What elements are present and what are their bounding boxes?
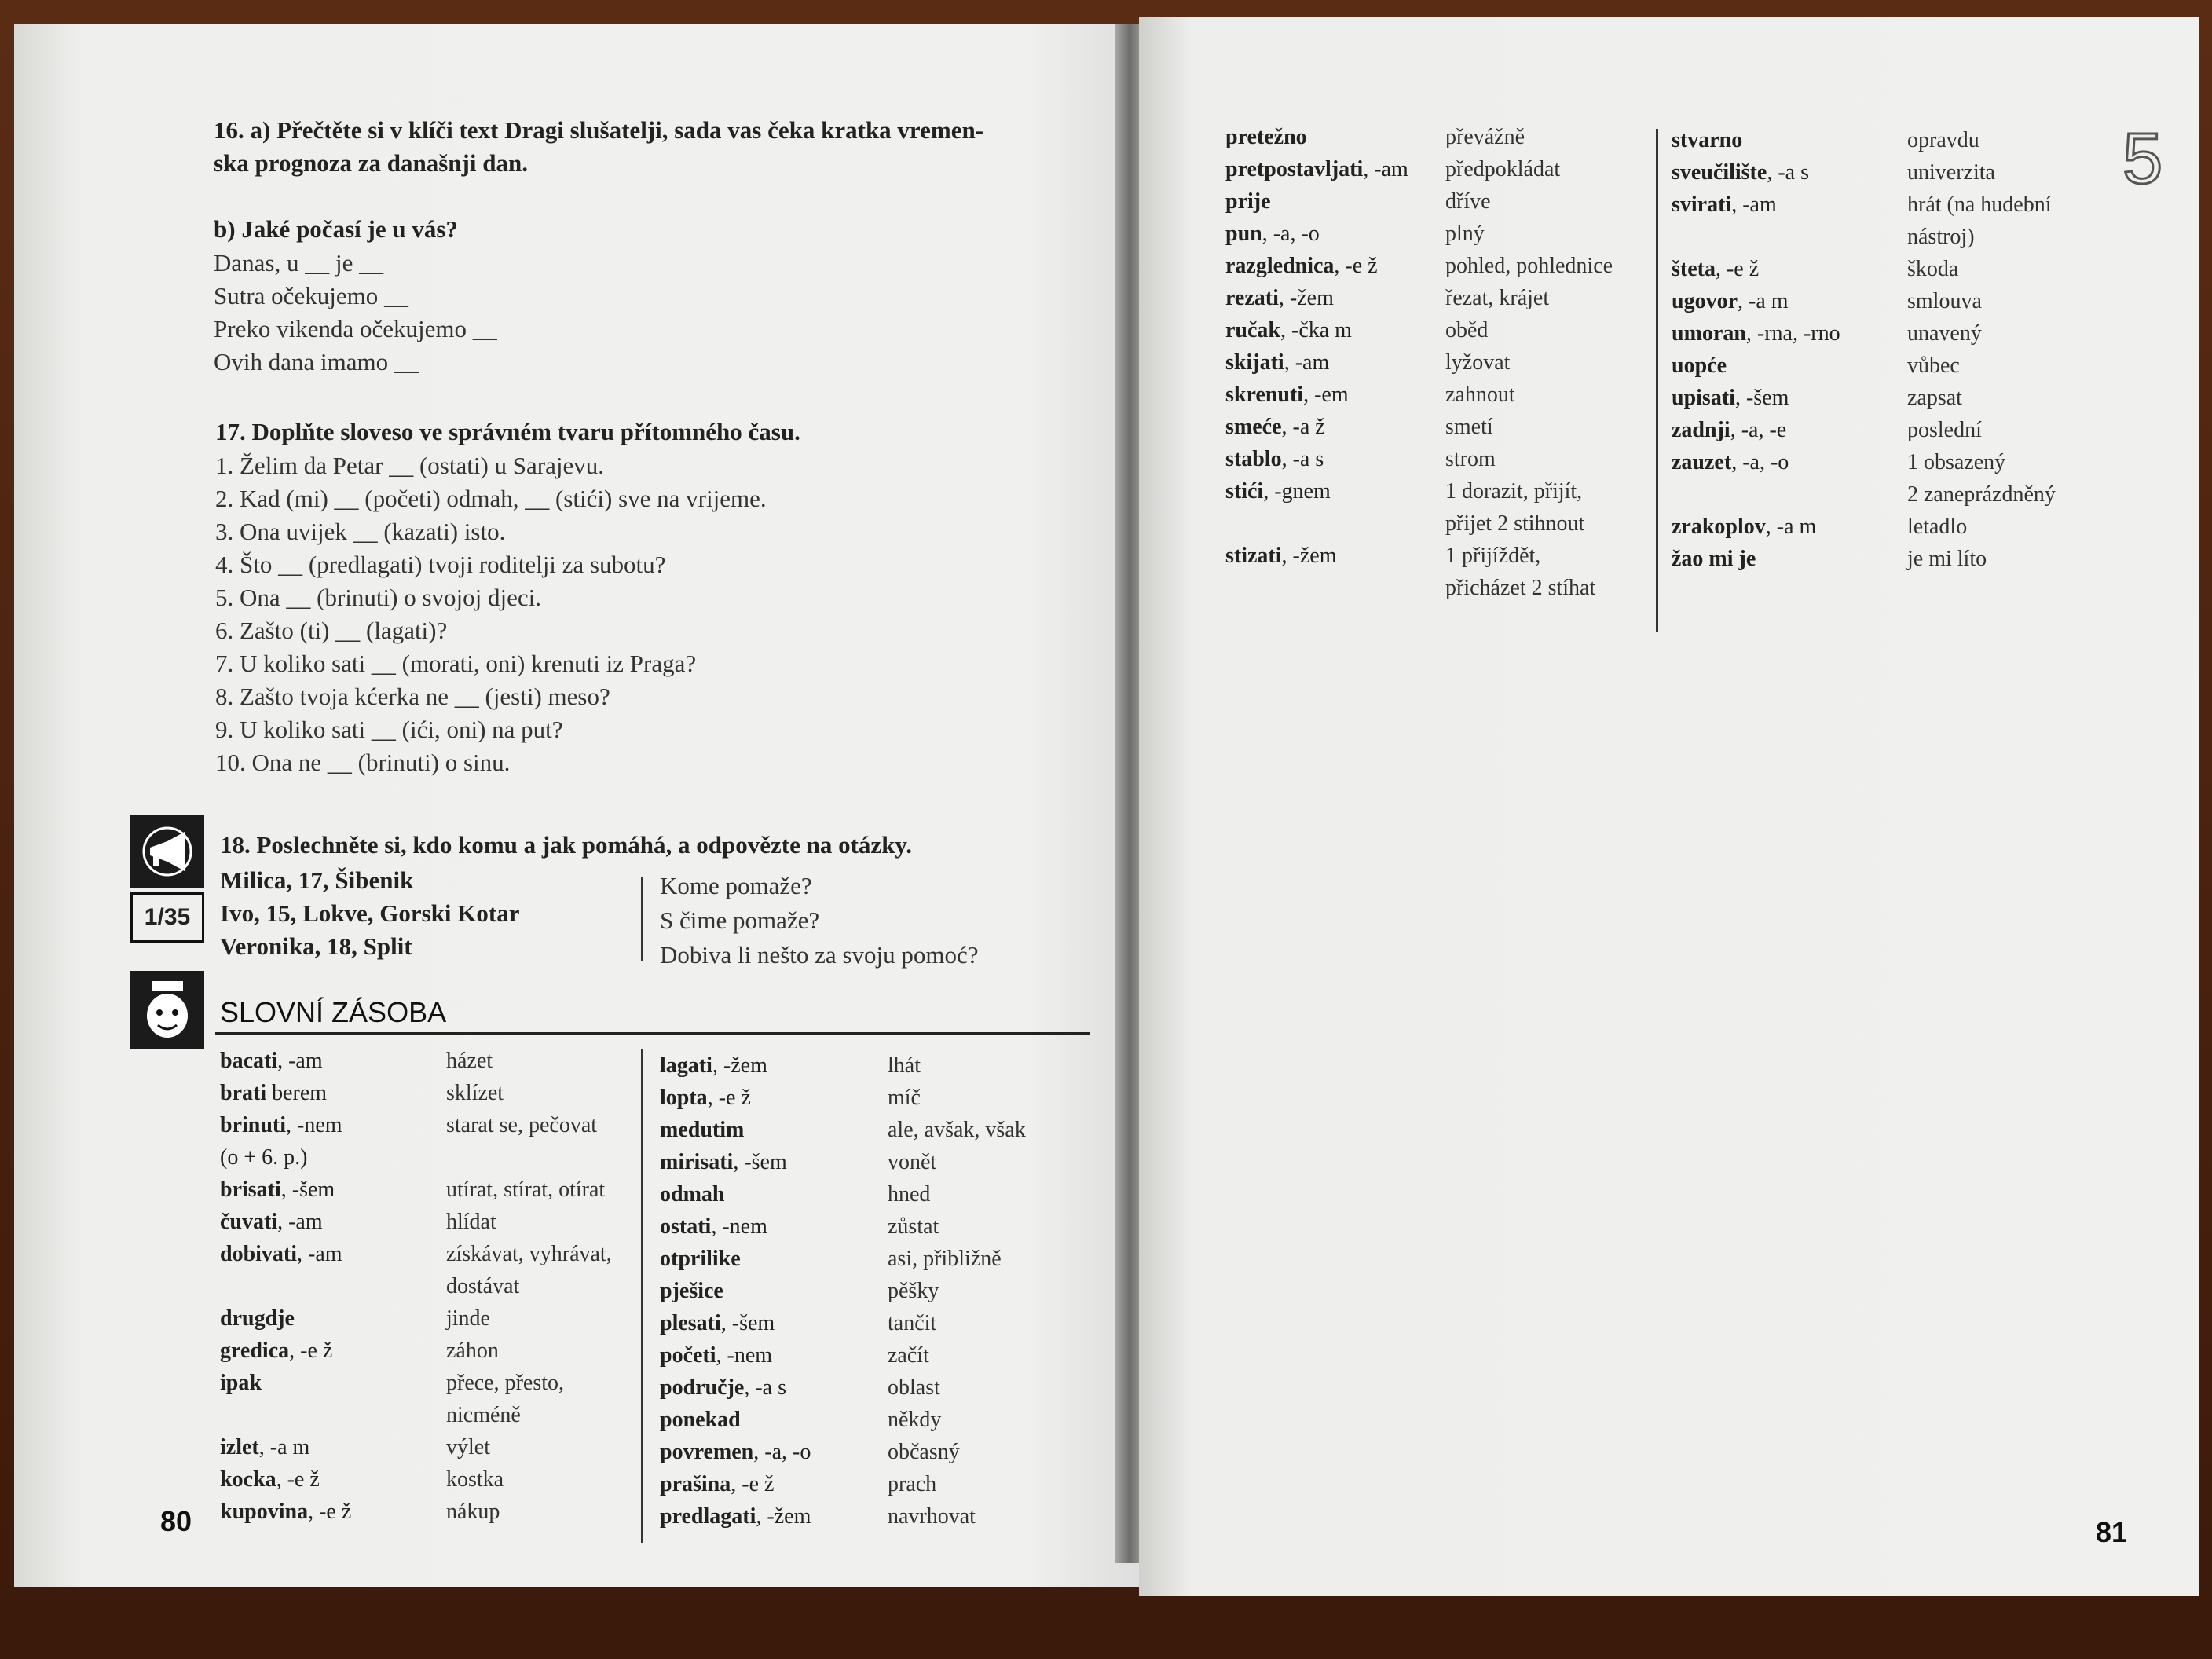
vocab-translation: přece, přesto, xyxy=(446,1371,565,1395)
ex18-person: Veronika, 18, Split xyxy=(220,932,412,960)
vocab-word xyxy=(660,1372,786,1404)
vocab-headword: mirisati xyxy=(660,1150,734,1174)
ex17-line: 7. U koliko sati __ (morati, oni) krenuti iz Praga? xyxy=(215,650,697,677)
ex17-line: 8. Zašto tvoja kćerka ne __ (jesti) meso? xyxy=(215,683,610,710)
vocab-translation: univerzita xyxy=(1907,160,1995,185)
vocab-headword: pješice xyxy=(660,1279,723,1303)
page-number-left: 80 xyxy=(160,1505,192,1537)
vocab-translation: hned xyxy=(888,1182,931,1207)
vocab-grammar: , -šem xyxy=(280,1177,335,1202)
vocab-translation: 1 obsazený xyxy=(1907,450,2006,474)
vocab-headword: stvarno xyxy=(1672,128,1743,152)
ex16-line: Danas, u __ je __ xyxy=(214,249,384,276)
vocab-grammar: , -am xyxy=(277,1049,323,1073)
vocab-translation: začít xyxy=(888,1343,929,1368)
vocab-word xyxy=(660,1082,751,1114)
vocab-translation: výlet xyxy=(446,1435,490,1459)
vocab-grammar: , -e ž xyxy=(276,1467,320,1492)
ex17-lines xyxy=(215,449,767,779)
chapter-number: 5 xyxy=(2122,119,2163,199)
vocab-grammar: , -žem xyxy=(1281,544,1337,568)
ex17-line: 5. Ona __ (brinuti) o svojoj djeci. xyxy=(215,584,541,611)
ex17-line: 4. Što __ (predlagati) tvoji roditelji za subotu? xyxy=(215,551,666,578)
vocab-word xyxy=(1225,185,1271,218)
vocab-grammar: , -a, -o xyxy=(1731,450,1789,474)
vocab-translation: oblast xyxy=(888,1375,940,1400)
vocab-grammar: , -e ž xyxy=(731,1472,775,1496)
ex16-title-a: 16. a) Přečtěte si v klíči text Dragi slušatelji, sada vas čeka kratka vremen- xyxy=(214,116,984,144)
vocab-word xyxy=(220,1367,262,1399)
page-number-right: 81 xyxy=(2096,1516,2128,1548)
ex16-line: Sutra očekujemo __ xyxy=(214,282,408,309)
vocab-headword: pretpostavljati xyxy=(1225,157,1364,181)
face-icon xyxy=(136,976,199,1044)
vocab-translation: asi, přibližně xyxy=(888,1247,1002,1271)
vocab-grammar: (o + 6. p.) xyxy=(220,1145,308,1170)
vocab-translation: pěšky xyxy=(888,1279,939,1303)
vocab-translation: řezat, krájet xyxy=(1445,286,1550,310)
vocab-word xyxy=(1672,446,1789,478)
ex17-line: 2. Kad (mi) __ (početi) odmah, __ (stići) sve na vrijeme. xyxy=(215,485,767,512)
vocab-headword: odmah xyxy=(660,1182,725,1207)
ex17-title: 17. Doplňte sloveso ve správném tvaru přítomného času. xyxy=(215,418,800,445)
vocab-headword: rezati xyxy=(1225,286,1279,310)
vocab-translation: nicméně xyxy=(446,1403,521,1427)
vocab-translation: škoda xyxy=(1907,257,1959,281)
ex18-person: Milica, 17, Šibenik xyxy=(220,866,414,894)
vocab-translation: občasný xyxy=(888,1440,960,1464)
vocab-translation: dostávat xyxy=(446,1274,520,1298)
vocab-translation: smlouva xyxy=(1907,289,1982,313)
ex17-line: 3. Ona uvijek __ (kazati) isto. xyxy=(215,518,506,545)
vocab-headword: uopće xyxy=(1672,353,1727,378)
vocab-headword: ugovor xyxy=(1672,289,1738,313)
vocab-headword: sveučilište xyxy=(1672,160,1767,185)
vocab-translation: 1 přijíždět, xyxy=(1445,544,1541,568)
vocab-translation: záhon xyxy=(446,1339,499,1363)
vocab-word xyxy=(1225,540,1337,572)
vocab-grammar: , -rna, -rno xyxy=(1745,321,1840,346)
vocab-grammar: , -am xyxy=(1731,192,1777,217)
vocab-word xyxy=(220,1077,327,1109)
megaphone-icon xyxy=(136,824,199,879)
vocab-headword: smeće xyxy=(1225,415,1282,439)
vocab-translation: nákup xyxy=(446,1500,500,1524)
vocab-word xyxy=(1672,511,1816,543)
vocab-translation: plný xyxy=(1445,222,1485,246)
vocab-word xyxy=(220,1141,307,1174)
vocab-grammar: , -e ž xyxy=(707,1086,751,1110)
vocab-word xyxy=(1672,350,1727,382)
vocab-headword: povremen xyxy=(660,1440,754,1464)
vocab-word xyxy=(220,1238,342,1270)
vocab-word xyxy=(1225,314,1352,346)
vocab-grammar: , -am xyxy=(1363,157,1408,181)
vocab-headword: šteta xyxy=(1672,257,1716,281)
vocab-word xyxy=(220,1463,320,1496)
vocab-word xyxy=(1225,475,1331,507)
vocab-grammar: , -gnem xyxy=(1263,479,1331,504)
vocabulary-rule xyxy=(215,1032,1090,1035)
vocab-headword: upisati xyxy=(1672,386,1735,410)
vocab-grammar: , -a s xyxy=(1767,160,1809,185)
vocab-grammar: , -šem xyxy=(720,1311,775,1335)
vocab-grammar: , -šem xyxy=(733,1150,787,1174)
vocab-grammar: , -a s xyxy=(1281,447,1324,471)
vocab-word xyxy=(660,1178,724,1210)
vocab-headword: bacati xyxy=(220,1049,278,1073)
vocab-word xyxy=(1225,153,1408,185)
vocab-headword: ipak xyxy=(220,1371,262,1395)
vocab-headword: zrakoplov xyxy=(1672,515,1766,539)
vocab-grammar: , -nem xyxy=(711,1214,767,1239)
vocab-translation: lyžovat xyxy=(1445,350,1511,375)
vocab-grammar: , -šem xyxy=(1734,386,1789,410)
vocab-headword: plesati xyxy=(660,1311,721,1335)
vocab-translation: převážně xyxy=(1445,125,1525,149)
vocab-translation: zůstat xyxy=(888,1214,939,1239)
vocab-grammar: , -e ž xyxy=(1715,257,1760,281)
vocab-grammar: , -žem xyxy=(712,1053,767,1078)
vocab-headword: svirati xyxy=(1672,192,1732,217)
vocab-divider xyxy=(641,1049,643,1543)
ex18-person: Ivo, 15, Lokve, Gorski Kotar xyxy=(220,899,520,927)
vocab-grammar: , -a m xyxy=(1765,515,1817,539)
vocab-headword: ostati xyxy=(660,1214,712,1239)
vocab-headword: kupovina xyxy=(220,1500,309,1524)
vocab-word xyxy=(660,1049,767,1082)
vocab-word xyxy=(220,1335,332,1367)
vocab-translation: přicházet 2 stíhat xyxy=(1445,576,1596,600)
vocab-word xyxy=(660,1146,787,1178)
vocab-headword: lagati xyxy=(660,1053,712,1078)
vocab-translation: jinde xyxy=(446,1306,490,1331)
vocab-headword: pun xyxy=(1225,222,1262,246)
vocab-translation: předpokládat xyxy=(1445,157,1561,181)
track-number: 1/35 xyxy=(130,892,204,943)
vocab-word xyxy=(660,1210,767,1243)
vocab-word xyxy=(1672,285,1789,317)
vocab-translation: hrát (na hudební xyxy=(1907,192,2052,217)
vocab-translation: 2 zaneprázdněný xyxy=(1907,482,2056,507)
vocab-word xyxy=(660,1468,774,1500)
vocab-translation: navrhovat xyxy=(888,1504,976,1529)
vocab-translation: lhát xyxy=(888,1053,921,1078)
vocab-headword: umoran xyxy=(1672,321,1746,346)
ex17-line: 1. Želim da Petar __ (ostati) u Sarajevu. xyxy=(215,452,605,479)
vocab-grammar: , -nem xyxy=(716,1343,773,1368)
vocab-translation: vonět xyxy=(888,1150,937,1174)
listening-badge xyxy=(130,815,204,888)
vocab-headword: ručak xyxy=(1225,318,1280,342)
vocab-translation: letadlo xyxy=(1907,515,1968,539)
vocab-headword: žao mi je xyxy=(1672,547,1756,571)
vocab-headword: čuvati xyxy=(220,1210,278,1234)
ex17-line: 6. Zašto (ti) __ (lagati)? xyxy=(215,617,448,644)
vocab-grammar: , -žem xyxy=(1278,286,1334,310)
right-page xyxy=(1139,17,2199,1596)
vocab-headword: skrenuti xyxy=(1225,383,1304,407)
vocab-headword: stići xyxy=(1225,479,1264,504)
vocab-grammar: , -a, -e xyxy=(1730,418,1787,442)
ex18-title: 18. Poslechněte si, kdo komu a jak pomáhá, a odpovězte na otázky. xyxy=(220,831,912,859)
vocab-word xyxy=(1225,346,1329,379)
ex16-title-a2: ska prognoza za današnji dan. xyxy=(214,149,528,177)
vocab-headword: dobivati xyxy=(220,1242,298,1266)
vocab-grammar: , -am xyxy=(1284,350,1330,375)
vocab-headword: brinuti xyxy=(220,1113,287,1137)
vocab-grammar: , -a m xyxy=(1738,289,1789,313)
vocab-translation: kostka xyxy=(446,1467,504,1492)
ex16-line: Preko vikenda očekujemo __ xyxy=(214,315,497,342)
vocab-grammar: , -a s xyxy=(744,1375,786,1400)
vocab-word xyxy=(220,1302,295,1335)
vocab-translation: oběd xyxy=(1445,318,1489,342)
vocab-translation: sklízet xyxy=(446,1081,504,1105)
vocab-word xyxy=(1225,282,1334,314)
ex16-title-b: b) Jaké počasí je u vás? xyxy=(214,215,458,243)
vocab-translation: poslední xyxy=(1907,418,1982,442)
vocab-word xyxy=(220,1431,309,1463)
vocab-headword: prije xyxy=(1225,189,1271,214)
vocab-grammar: , -e ž xyxy=(1334,254,1378,278)
vocab-grammar: , -a, -o xyxy=(753,1440,811,1464)
vocab-translation: získávat, vyhrávat, xyxy=(446,1242,612,1266)
vocab-translation: tančit xyxy=(888,1311,937,1335)
vocab-translation: opravdu xyxy=(1907,128,1979,152)
vocab-translation: smetí xyxy=(1445,415,1493,439)
vocab-word xyxy=(1672,317,1840,350)
vocab-headword: skijati xyxy=(1225,350,1284,375)
vocab-word xyxy=(1225,121,1307,153)
vocabulary-badge xyxy=(130,971,204,1049)
ex18-divider xyxy=(641,877,643,961)
vocabulary-title: SLOVNÍ ZÁSOBA xyxy=(220,996,447,1028)
vocab-translation: přijet 2 stihnout xyxy=(1445,511,1585,536)
vocab-headword: stablo xyxy=(1225,447,1282,471)
vocab-translation: unavený xyxy=(1907,321,1982,346)
ex16-lines xyxy=(214,247,497,379)
vocab-word xyxy=(660,1114,744,1146)
vocab-translation: házet xyxy=(446,1049,493,1073)
ex18-question: Dobiva li nešto za svoju pomoć? xyxy=(660,941,979,969)
vocab-headword: predlagati xyxy=(660,1504,756,1529)
vocab-word xyxy=(220,1109,342,1141)
vocab-word xyxy=(660,1404,741,1436)
vocab-translation: vůbec xyxy=(1907,353,1960,378)
vocab-grammar: , -a m xyxy=(258,1435,310,1459)
vocab-word xyxy=(220,1045,323,1077)
vocab-word xyxy=(660,1436,811,1468)
vocab-word xyxy=(1672,189,1777,221)
vocab-translation: ale, avšak, však xyxy=(888,1118,1026,1142)
vocab-word xyxy=(1672,124,1742,156)
vocab-headword: lopta xyxy=(660,1086,708,1110)
vocab-headword: brati xyxy=(220,1081,267,1105)
vocab-grammar: , -e ž xyxy=(308,1500,352,1524)
vocab-headword: izlet xyxy=(220,1435,259,1459)
vocab-word xyxy=(1672,253,1759,285)
vocab-headword: zauzet xyxy=(1672,450,1732,474)
vocab-word xyxy=(220,1496,351,1528)
vocab-word xyxy=(1225,443,1324,475)
ex18-people xyxy=(220,864,519,963)
vocab-translation: někdy xyxy=(888,1408,942,1432)
vocab-word xyxy=(220,1174,335,1206)
vocab-word xyxy=(1672,156,1809,189)
vocab-translation: zapsat xyxy=(1907,386,1962,410)
vocab-translation: utírat, stírat, otírat xyxy=(446,1177,606,1202)
vocab-translation: dříve xyxy=(1445,189,1491,214)
vocab-word xyxy=(1672,414,1786,446)
left-page xyxy=(14,24,1139,1587)
vocab-word xyxy=(660,1307,775,1339)
vocab-headword: drugdje xyxy=(220,1306,295,1331)
vocab-headword: područje xyxy=(660,1375,745,1400)
vocab-headword: brisati xyxy=(220,1177,281,1202)
vocab-grammar: , -nem xyxy=(286,1113,342,1137)
vocab-word xyxy=(220,1206,323,1238)
vocab-translation: pohled, pohlednice xyxy=(1445,254,1613,278)
vocab-translation: zahnout xyxy=(1445,383,1515,407)
vocab-translation: nástroj) xyxy=(1907,225,1975,249)
vocab-grammar: , -am xyxy=(277,1210,323,1234)
ex18-question: S čime pomaže? xyxy=(660,906,820,934)
vocab-word xyxy=(1225,218,1320,250)
vocab-grammar: , -am xyxy=(297,1242,342,1266)
ex17-line: 9. U koliko sati __ (ići, oni) na put? xyxy=(215,716,563,743)
vocab-headword: razglednica xyxy=(1225,254,1335,278)
vocab-translation: míč xyxy=(888,1086,921,1110)
ex18-question: Kome pomaže? xyxy=(660,872,812,899)
vocab-translation: je mi líto xyxy=(1907,547,1987,571)
vocab-grammar: , -em xyxy=(1303,383,1349,407)
vocab-grammar: , -a, -o xyxy=(1262,222,1320,246)
vocab-headword: medutim xyxy=(660,1118,745,1142)
vocab-grammar: , -a ž xyxy=(1281,415,1325,439)
ex18-questions xyxy=(660,869,979,972)
vocab-headword: ponekad xyxy=(660,1408,741,1432)
vocab-headword: prašina xyxy=(660,1472,731,1496)
vocab-word xyxy=(660,1339,772,1372)
vocab-translation: prach xyxy=(888,1472,937,1496)
vocab-grammar: berem xyxy=(266,1081,328,1105)
vocab-word xyxy=(1225,411,1325,443)
vocab-headword: stizati xyxy=(1225,544,1282,568)
vocab-headword: pretežno xyxy=(1225,125,1307,149)
vocab-headword: početi xyxy=(660,1343,716,1368)
vocab-word xyxy=(660,1243,741,1275)
vocab-headword: kocka xyxy=(220,1467,276,1492)
vocab-translation: hlídat xyxy=(446,1210,496,1234)
vocab-grammar: , -čka m xyxy=(1280,318,1352,342)
vocab-headword: otprilike xyxy=(660,1247,741,1271)
vocab-word xyxy=(660,1500,811,1533)
right-vocab-divider xyxy=(1656,129,1658,632)
vocab-translation: 1 dorazit, přijít, xyxy=(1445,479,1583,504)
ex16-line: Ovih dana imamo __ xyxy=(214,348,419,375)
vocab-translation: starat se, pečovat xyxy=(446,1113,598,1137)
vocab-word xyxy=(1225,379,1349,411)
vocab-grammar: , -žem xyxy=(756,1504,811,1529)
vocab-word xyxy=(1672,543,1756,575)
vocab-grammar: , -e ž xyxy=(289,1339,333,1363)
vocab-word xyxy=(1672,382,1789,414)
vocab-translation: strom xyxy=(1445,447,1496,471)
vocab-word xyxy=(1225,250,1378,282)
vocab-word xyxy=(660,1275,723,1307)
vocab-headword: gredica xyxy=(220,1339,290,1363)
vocab-headword: zadnji xyxy=(1672,418,1730,442)
ex17-line: 10. Ona ne __ (brinuti) o sinu. xyxy=(215,749,511,776)
